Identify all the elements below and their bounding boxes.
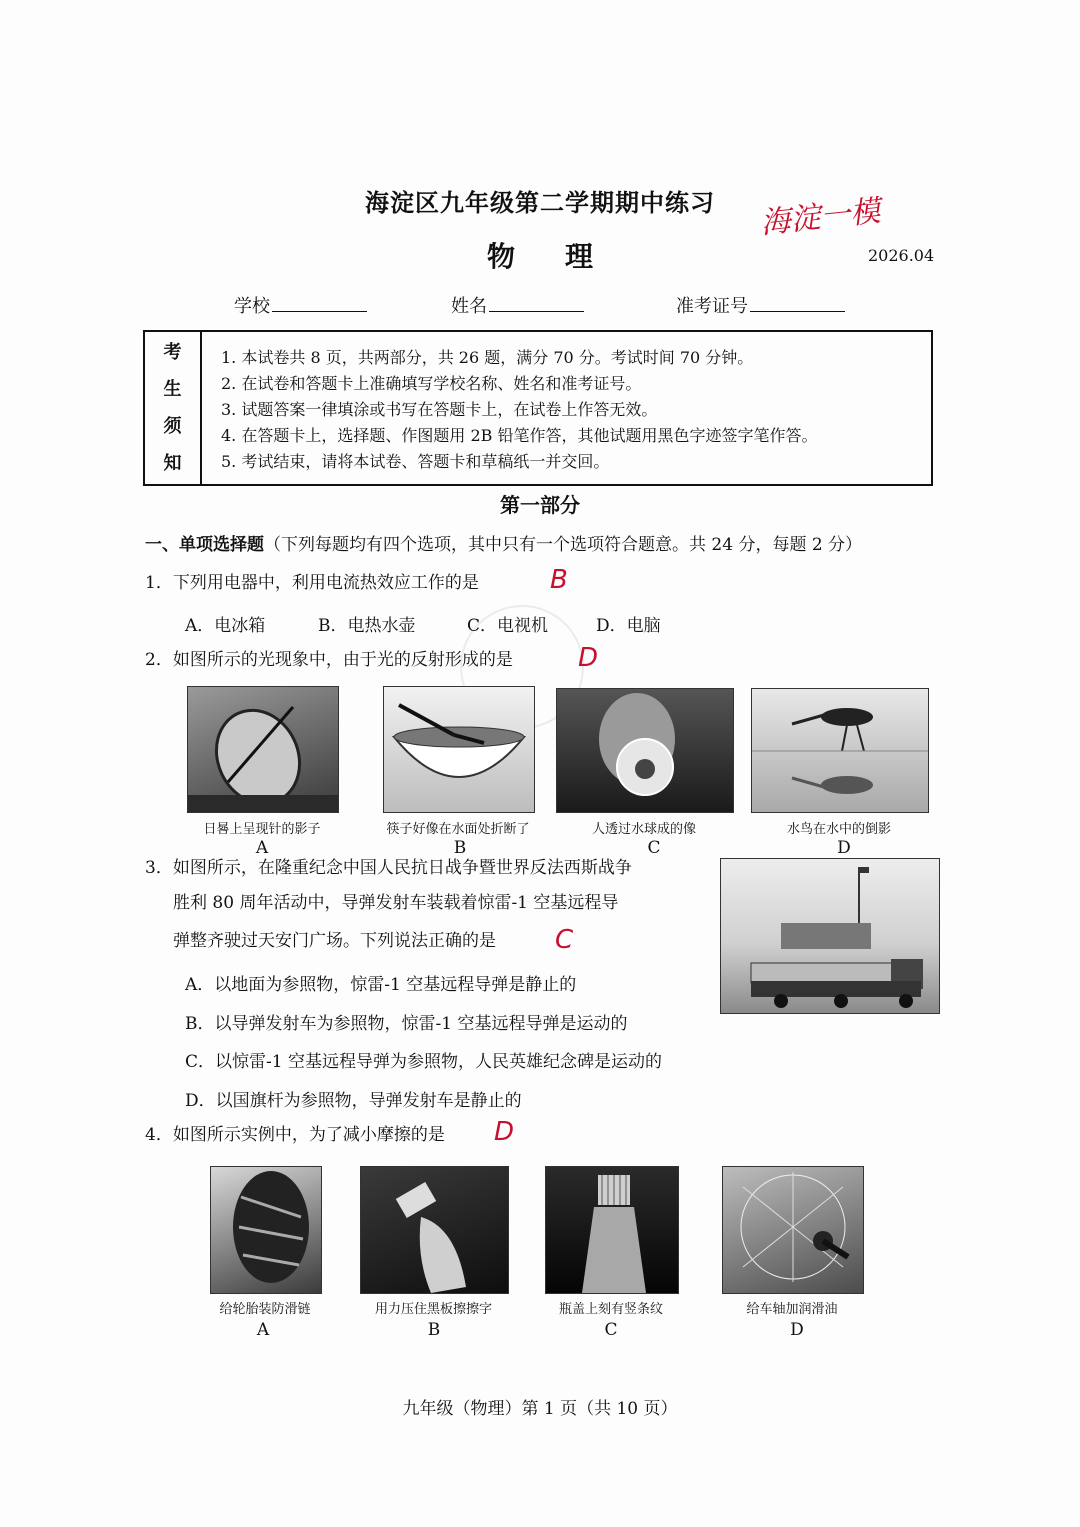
question-1-stem: 1．下列用电器中，利用电流热效应工作的是 [145, 573, 479, 593]
name-blank [489, 297, 584, 312]
notice-item: 1. 本试卷共 8 页，共两部分，共 26 题，满分 70 分。考试时间 70 分钟。 [221, 348, 754, 367]
sundial-photo [187, 686, 339, 813]
q2-caption-c: 人透过水球成的像 [591, 822, 696, 837]
field-school: 学校 [234, 292, 367, 318]
q2-caption-d: 水鸟在水中的倒影 [786, 822, 891, 837]
exam-number-blank [750, 297, 845, 312]
subject-title: 物理 [486, 240, 643, 273]
q3-option-a: A．以地面为参照物，惊雷-1 空基远程导弹是静止的 [185, 975, 577, 995]
q4-label-b: B [427, 1320, 441, 1340]
question-3-stem-line-1: 3．如图所示，在隆重纪念中国人民抗日战争暨世界反法西斯战争 [145, 858, 632, 878]
q4-label-d: D [790, 1320, 804, 1340]
notice-item: 2. 在试卷和答题卡上准确填写学校名称、姓名和准考证号。 [221, 374, 642, 393]
q1-option-c: C．电视机 [467, 616, 549, 636]
missile-vehicle-drawing [721, 859, 939, 1013]
q2-label-b: B [453, 838, 467, 858]
tire-chain-photo [210, 1166, 322, 1294]
q4-label-a: A [256, 1320, 270, 1340]
question-3-stem-line-2: 胜利 80 周年活动中，导弹发射车装载着惊雷-1 空基远程导 [173, 893, 619, 913]
bottle-cap-drawing [546, 1167, 678, 1293]
q4-label-c: C [604, 1320, 618, 1340]
waterbird-drawing [752, 689, 928, 812]
q4-caption-c: 瓶盖上刻有竖条纹 [558, 1302, 663, 1317]
bowl-drawing [384, 687, 534, 812]
eraser-photo [360, 1166, 509, 1294]
question-3-handwritten-answer: C [555, 925, 574, 955]
q4-caption-a: 给轮胎装防滑链 [219, 1302, 311, 1317]
q2-label-c: C [647, 838, 661, 858]
sundial-drawing [188, 687, 338, 812]
school-blank [272, 297, 367, 312]
eraser-drawing [361, 1167, 508, 1293]
waterbird-reflection-photo [751, 688, 929, 813]
field-exam-number: 准考证号 [676, 292, 845, 318]
q2-caption-a: 日晷上呈现针的影子 [203, 822, 321, 837]
q1-option-b: B．电热水壶 [318, 616, 416, 636]
notice-side-label: 考 生 须 知 [145, 332, 202, 484]
question-1-handwritten-answer: B [550, 565, 568, 595]
tire-chain-drawing [211, 1167, 321, 1293]
exam-notice-box [143, 330, 933, 486]
part-heading: 一、单项选择题（下列每题均有四个选项，其中只有一个选项符合题意。共 24 分，每题 2 分） [145, 535, 863, 555]
q3-option-c: C．以惊雷-1 空基远程导弹为参照物，人民英雄纪念碑是运动的 [185, 1052, 662, 1072]
handwritten-note: 海淀一模 [758, 193, 882, 242]
question-4-handwritten-answer: D [494, 1117, 515, 1147]
notice-item: 5. 考试结束，请将本试卷、答题卡和草稿纸一并交回。 [221, 452, 610, 471]
q1-option-a: A．电冰箱 [185, 616, 266, 636]
bottle-cap-photo [545, 1166, 679, 1294]
q2-label-d: D [837, 838, 851, 858]
question-2-stem: 2．如图所示的光现象中，由于光的反射形成的是 [145, 650, 513, 670]
exam-date: 2026.04 [868, 246, 935, 265]
q3-option-d: D．以国旗杆为参照物，导弹发射车是静止的 [185, 1091, 522, 1111]
q2-caption-b: 筷子好像在水面处折断了 [386, 822, 530, 837]
question-4-stem: 4．如图所示实例中，为了减小摩擦的是 [145, 1125, 445, 1145]
q3-option-b: B．以导弹发射车为参照物，惊雷-1 空基远程导弹是运动的 [185, 1014, 628, 1034]
chopsticks-bowl-photo [383, 686, 535, 813]
notice-item: 3. 试题答案一律填涂或书写在答题卡上，在试卷上作答无效。 [221, 400, 658, 419]
section-title: 第一部分 [500, 493, 580, 517]
question-3-stem-line-3: 弹整齐驶过天安门广场。下列说法正确的是 [173, 931, 496, 951]
field-name: 姓名 [451, 292, 584, 318]
q2-label-a: A [255, 838, 269, 858]
exam-title: 海淀区九年级第二学期期中练习 [365, 188, 715, 217]
water-ball-photo [556, 688, 734, 813]
q1-option-d: D．电脑 [596, 616, 661, 636]
missile-vehicle-photo [720, 858, 940, 1014]
q4-caption-d: 给车轴加润滑油 [746, 1302, 838, 1317]
question-2-handwritten-answer: D [578, 643, 599, 673]
bike-axle-drawing [723, 1167, 863, 1293]
q4-caption-b: 用力压住黑板擦擦字 [374, 1302, 492, 1317]
notice-item: 4. 在答题卡上，选择题、作图题用 2B 铅笔作答，其他试题用黑色字迹签字笔作答。 [221, 426, 818, 445]
water-ball-drawing [557, 689, 733, 812]
page-footer: 九年级（物理）第 1 页（共 10 页） [402, 1399, 678, 1419]
bike-axle-oil-photo [722, 1166, 864, 1294]
notice-rules [221, 345, 817, 475]
